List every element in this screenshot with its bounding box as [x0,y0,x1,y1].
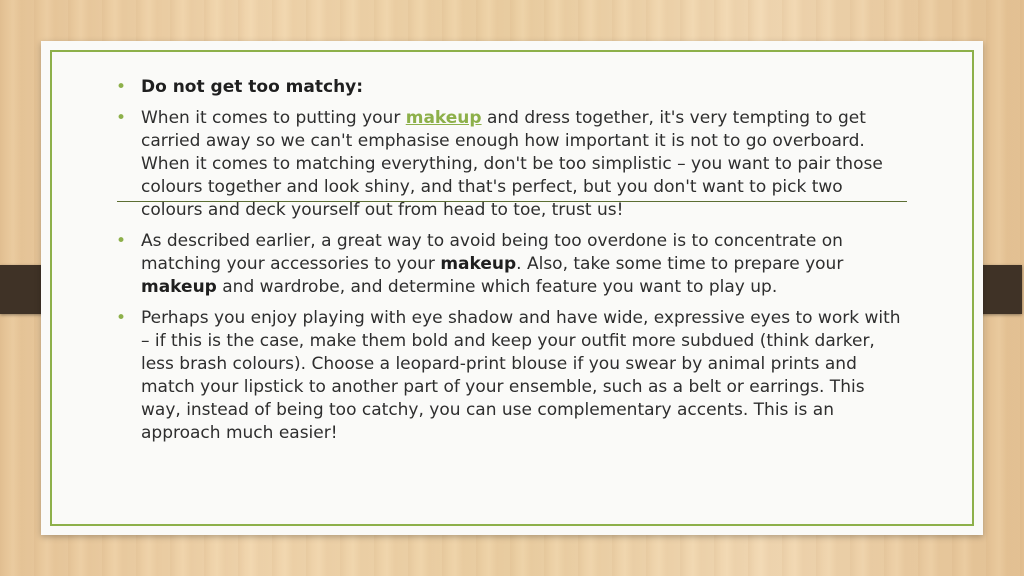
bullet-text: When it comes to putting your [141,108,406,128]
bullet-item-heading [116,76,906,99]
bullet-dot-icon: • [116,77,127,97]
bullet-text: As described earlier, a great way to avoid being too overdone is to concentrate on matching your accessories to your [141,231,843,274]
bullet-dot-icon: • [116,108,127,128]
makeup-link[interactable]: makeup [405,108,482,128]
bullet-text: . Also, take some time to prepare your [516,254,844,274]
slide-card [41,41,983,535]
bullet-list [116,76,906,453]
bullet-text: and wardrobe, and determine which feature you want to play up. [216,277,778,297]
bold-keyword: makeup [440,254,517,274]
bullet-text: Perhaps you enjoy playing with eye shadow and have wide, expressive eyes to work with – if this is the case, make them bold and keep your outfit more subdued (think darker, less brash colours). Choose a leopard-print blouse if you swear by animal prints and match your lipstick to another part of your ensemble, such as a belt or earrings. This way, instead of being too catchy, you can use complementary accents. This is an approach much easier! [141,308,901,443]
bullet-item-eyeshadow [116,307,906,445]
bullet-heading: Do not get too matchy: [141,77,364,97]
bullet-item-matching [116,107,906,222]
bullet-dot-icon: • [116,231,127,251]
bullet-item-accessories [116,230,906,299]
bullet-dot-icon: • [116,308,127,328]
bullet-text: and dress together, it's very tempting to get carried away so we can't emphasise enough how important it is not to go overboard. When it comes to matching everything, don't be too simplistic – you want to pair those colours together and look shiny, and that's perfect, but you don't want to pick two colours and deck yourself out from head to toe, trust us! [141,108,883,220]
bold-keyword: makeup [141,277,217,297]
